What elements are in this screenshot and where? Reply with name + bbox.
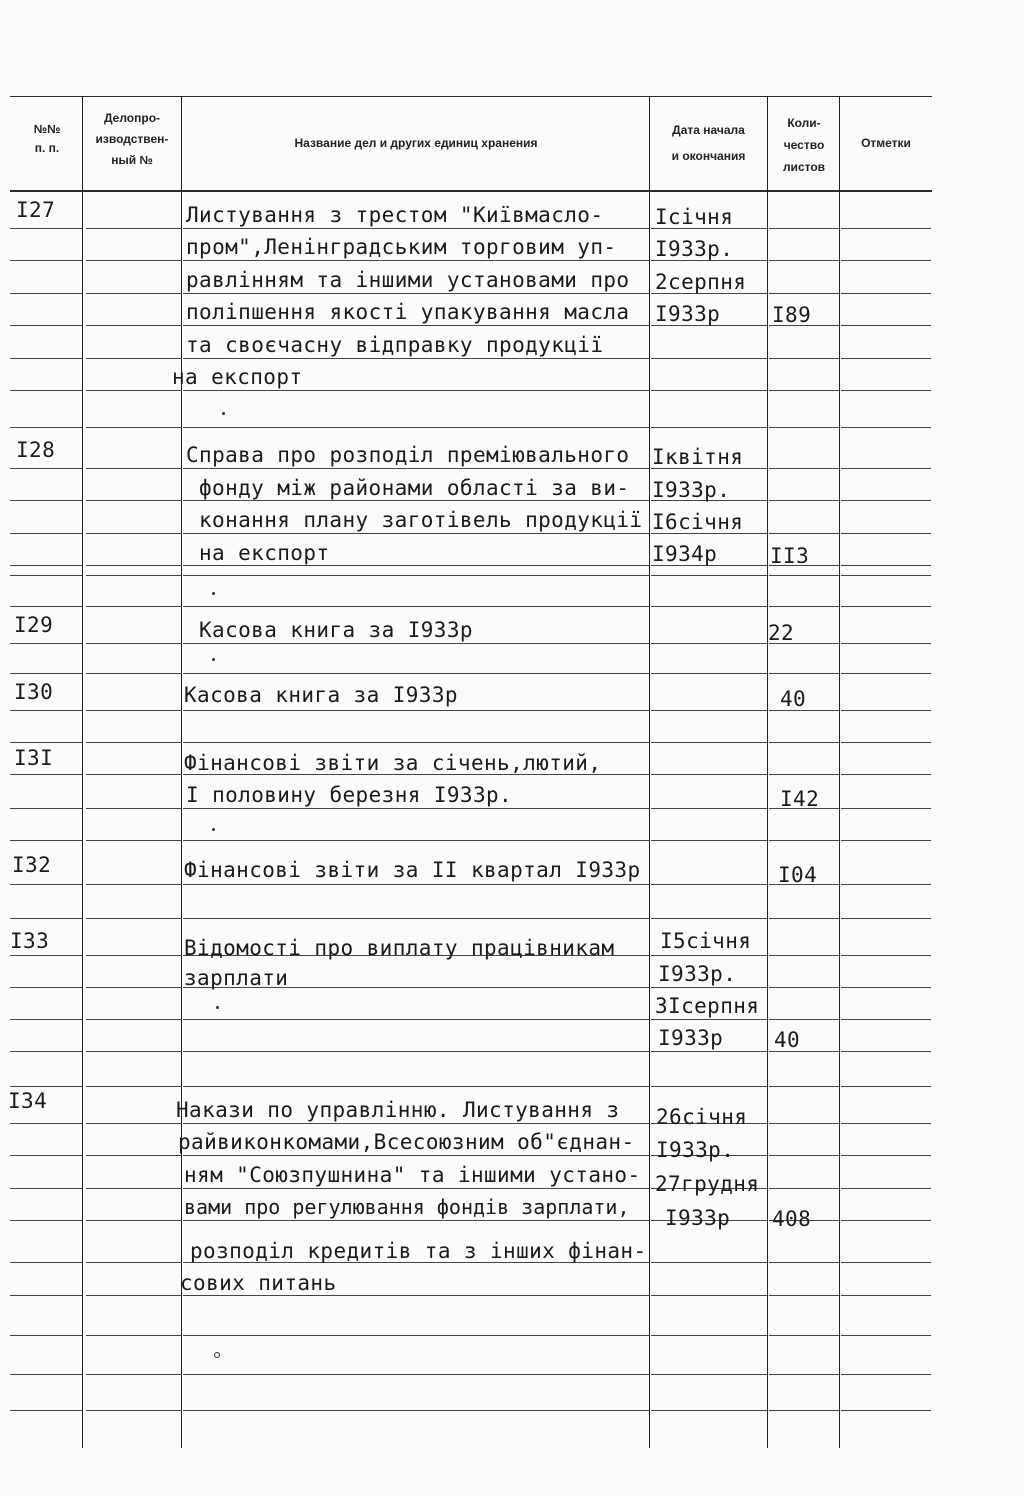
row-rule xyxy=(10,1410,82,1411)
row-rule xyxy=(86,884,181,885)
entry-sheet-count: 22 xyxy=(768,621,795,645)
row-rule xyxy=(10,840,82,841)
row-rule xyxy=(10,293,82,294)
row-rule xyxy=(183,643,649,644)
header-col-title xyxy=(184,134,648,153)
row-rule xyxy=(841,1051,931,1052)
row-rule xyxy=(10,228,82,229)
scan-speck xyxy=(212,658,215,661)
header-col-number-line: №№ xyxy=(33,122,61,136)
entry-title-line: фонду між районами області за ви- xyxy=(199,476,630,500)
row-rule xyxy=(769,260,839,261)
row-rule xyxy=(10,1374,82,1375)
row-rule xyxy=(841,358,931,359)
row-rule xyxy=(841,606,931,607)
entry-title-line: Касова книга за I933р xyxy=(199,618,473,642)
row-rule xyxy=(769,1410,839,1411)
row-rule xyxy=(10,710,82,711)
row-rule xyxy=(769,358,839,359)
entry-number: I27 xyxy=(16,198,56,222)
row-rule xyxy=(86,606,181,607)
header-col-sheets-line: чество xyxy=(783,138,825,153)
row-rule xyxy=(841,500,931,501)
row-rule xyxy=(183,1019,649,1020)
row-rule xyxy=(10,325,82,326)
entry-number: I33 xyxy=(10,929,50,953)
entry-date-line: Iсічня xyxy=(655,205,734,229)
entry-number: I3I xyxy=(14,746,54,770)
entry-title-line: зарплати xyxy=(184,966,289,990)
entry-date-line: I933р. xyxy=(656,1138,735,1162)
row-rule xyxy=(841,987,931,988)
entry-title-line: Відомості про виплату працівникам xyxy=(184,936,615,960)
row-rule xyxy=(769,840,839,841)
header-col-proc-line: изводствен- xyxy=(95,132,169,146)
row-rule xyxy=(769,390,839,391)
header-col-sheets-line: листов xyxy=(782,160,826,175)
entry-sheet-count: 40 xyxy=(780,687,807,711)
row-rule xyxy=(841,918,931,919)
row-rule xyxy=(183,808,649,809)
row-rule xyxy=(769,1374,839,1375)
row-rule xyxy=(10,427,82,428)
row-rule xyxy=(86,774,181,775)
header-col-sheets-line: Коли- xyxy=(787,116,821,130)
row-rule xyxy=(86,427,181,428)
entry-title-line: на експорт xyxy=(199,541,330,565)
entry-date-line: 27грудня xyxy=(655,1172,760,1196)
row-rule xyxy=(841,260,931,261)
row-rule xyxy=(841,468,931,469)
row-rule xyxy=(651,643,767,644)
row-rule xyxy=(86,228,181,229)
header-top-rule xyxy=(10,96,932,97)
row-rule xyxy=(651,575,767,576)
row-rule xyxy=(10,1295,82,1296)
row-rule xyxy=(183,325,649,326)
row-rule xyxy=(183,228,649,229)
row-rule xyxy=(10,884,82,885)
row-rule xyxy=(841,1188,931,1189)
scan-speck xyxy=(212,828,215,831)
row-rule xyxy=(841,884,931,885)
scan-speck xyxy=(214,1352,220,1358)
row-rule xyxy=(651,884,767,885)
entry-number: I29 xyxy=(14,613,54,637)
row-rule xyxy=(769,673,839,674)
row-rule xyxy=(86,1123,181,1124)
row-rule xyxy=(86,840,181,841)
row-rule xyxy=(769,500,839,501)
entry-sheet-count: 40 xyxy=(774,1028,801,1052)
row-rule xyxy=(86,918,181,919)
row-rule xyxy=(651,774,767,775)
row-rule xyxy=(10,742,82,743)
scan-speck xyxy=(212,592,215,595)
row-rule xyxy=(86,955,181,956)
row-rule xyxy=(841,427,931,428)
row-rule xyxy=(841,228,931,229)
row-rule xyxy=(841,1410,931,1411)
row-rule xyxy=(10,500,82,501)
entry-title-line: поліпшення якості упакування масла xyxy=(186,300,630,324)
entry-date-line: 2серпня xyxy=(655,270,747,294)
row-rule xyxy=(183,840,649,841)
row-rule xyxy=(651,427,767,428)
row-rule xyxy=(10,1262,82,1263)
row-rule xyxy=(86,575,181,576)
entry-title-line: Справа про розподіл преміювального xyxy=(186,443,630,467)
row-rule xyxy=(841,565,931,566)
row-rule xyxy=(86,500,181,501)
row-rule xyxy=(86,710,181,711)
entry-date-line: I933р xyxy=(658,1026,724,1050)
row-rule xyxy=(841,1335,931,1336)
header-col-notes xyxy=(842,134,930,153)
row-rule xyxy=(769,468,839,469)
entry-title-line: вами про регулювання фондів зарплати, xyxy=(184,1195,630,1219)
row-rule xyxy=(769,606,839,607)
header-col-number-line: п. п. xyxy=(34,140,60,155)
row-rule xyxy=(769,774,839,775)
row-rule xyxy=(86,673,181,674)
entry-title-line: Фінансові звіти за січень,лютий, xyxy=(184,751,602,775)
row-rule xyxy=(183,468,649,469)
row-rule xyxy=(10,358,82,359)
header-col-dates xyxy=(651,120,766,170)
row-rule xyxy=(86,1374,181,1375)
row-rule xyxy=(841,1086,931,1087)
row-rule xyxy=(183,710,649,711)
row-rule xyxy=(86,987,181,988)
row-rule xyxy=(10,390,82,391)
row-rule xyxy=(86,293,181,294)
entry-number: I28 xyxy=(16,438,56,462)
row-rule xyxy=(841,1220,931,1221)
row-rule xyxy=(769,1086,839,1087)
row-rule xyxy=(10,565,82,566)
entry-sheet-count: I42 xyxy=(780,787,820,811)
row-rule xyxy=(651,1262,767,1263)
row-rule xyxy=(651,1374,767,1375)
header-col-proc-line: ный № xyxy=(111,153,153,167)
row-rule xyxy=(769,955,839,956)
entry-title-line: ням "Союзпушнина" та іншими устано- xyxy=(184,1163,641,1187)
row-rule xyxy=(841,533,931,534)
row-rule xyxy=(769,1155,839,1156)
row-rule xyxy=(10,1335,82,1336)
row-rule xyxy=(769,742,839,743)
row-rule xyxy=(841,808,931,809)
row-rule xyxy=(651,1295,767,1296)
row-rule xyxy=(769,918,839,919)
row-rule xyxy=(183,1220,649,1221)
row-rule xyxy=(841,325,931,326)
row-rule xyxy=(86,808,181,809)
header-col-sheets xyxy=(769,112,839,179)
entry-title-line: I половину березня I933р. xyxy=(186,783,513,807)
row-rule xyxy=(183,260,649,261)
row-rule xyxy=(86,358,181,359)
entry-date-line: Iквітня xyxy=(652,445,744,469)
row-rule xyxy=(183,673,649,674)
row-rule xyxy=(10,918,82,919)
row-rule xyxy=(841,293,931,294)
column-divider xyxy=(181,96,182,1448)
row-rule xyxy=(183,1374,649,1375)
row-rule xyxy=(183,606,649,607)
row-rule xyxy=(10,533,82,534)
row-rule xyxy=(86,325,181,326)
row-rule xyxy=(10,606,82,607)
header-bottom-rule xyxy=(10,190,932,192)
row-rule xyxy=(651,606,767,607)
entry-title-line: райвиконкомами,Всесоюзним об"єднан- xyxy=(178,1130,635,1154)
row-rule xyxy=(651,390,767,391)
row-rule xyxy=(183,575,649,576)
row-rule xyxy=(841,575,931,576)
entry-number: I30 xyxy=(14,680,54,704)
row-rule xyxy=(769,1262,839,1263)
entry-date-line: I933р. xyxy=(652,478,731,502)
entry-sheet-count: I89 xyxy=(772,303,812,327)
row-rule xyxy=(86,468,181,469)
row-rule xyxy=(769,1019,839,1020)
row-rule xyxy=(651,1019,767,1020)
row-rule xyxy=(841,840,931,841)
row-rule xyxy=(651,955,767,956)
header-col-proc-line: Делопро- xyxy=(103,111,161,125)
row-rule xyxy=(651,918,767,919)
row-rule xyxy=(183,533,649,534)
row-rule xyxy=(769,533,839,534)
row-rule xyxy=(841,955,931,956)
row-rule xyxy=(183,918,649,919)
column-divider xyxy=(767,96,768,1448)
row-rule xyxy=(10,260,82,261)
entry-number: I32 xyxy=(12,853,52,877)
header-col-dates-line: и окончания xyxy=(671,148,746,163)
row-rule xyxy=(183,1086,649,1087)
row-rule xyxy=(86,742,181,743)
row-rule xyxy=(86,1155,181,1156)
entry-title-line: розподіл кредитів та з інших фінан- xyxy=(190,1239,647,1263)
row-rule xyxy=(183,390,649,391)
header-col-dates-line: Дата начала xyxy=(672,123,745,137)
entry-date-line: I934р xyxy=(652,542,718,566)
row-rule xyxy=(769,987,839,988)
scan-speck xyxy=(216,1006,219,1009)
row-rule xyxy=(769,1188,839,1189)
row-rule xyxy=(10,1188,82,1189)
row-rule xyxy=(841,742,931,743)
row-rule xyxy=(769,1295,839,1296)
row-rule xyxy=(86,260,181,261)
row-rule xyxy=(86,1051,181,1052)
row-rule xyxy=(841,1123,931,1124)
column-divider xyxy=(82,96,83,1448)
entry-date-line: I933р. xyxy=(655,237,734,261)
entry-sheet-count: II3 xyxy=(770,544,810,568)
row-rule xyxy=(86,1019,181,1020)
row-rule xyxy=(841,643,931,644)
entry-title-line: конання плану заготівель продукції xyxy=(199,508,643,532)
row-rule xyxy=(10,808,82,809)
row-rule xyxy=(10,1155,82,1156)
entry-title-line: сових питань xyxy=(180,1271,337,1295)
header-col-title-text: Название дел и других единиц хранения xyxy=(294,136,538,150)
row-rule xyxy=(651,673,767,674)
row-rule xyxy=(651,710,767,711)
row-rule xyxy=(10,673,82,674)
row-rule xyxy=(769,427,839,428)
row-rule xyxy=(769,575,839,576)
row-rule xyxy=(651,1051,767,1052)
row-rule xyxy=(651,1335,767,1336)
entry-date-line: I933р. xyxy=(658,962,737,986)
row-rule xyxy=(10,1123,82,1124)
row-rule xyxy=(86,1335,181,1336)
row-rule xyxy=(86,1086,181,1087)
row-rule xyxy=(10,643,82,644)
row-rule xyxy=(841,1019,931,1020)
row-rule xyxy=(86,1262,181,1263)
entry-date-line: I933р xyxy=(665,1206,731,1230)
row-rule xyxy=(769,293,839,294)
row-rule xyxy=(183,1335,649,1336)
row-rule xyxy=(841,1374,931,1375)
row-rule xyxy=(10,774,82,775)
entry-sheet-count: 408 xyxy=(772,1207,812,1231)
entry-title-line: на експорт xyxy=(172,365,303,389)
entry-sheet-count: I04 xyxy=(778,863,818,887)
row-rule xyxy=(183,1155,649,1156)
row-rule xyxy=(86,533,181,534)
entry-title-line: Касова книга за I933р xyxy=(184,683,458,707)
row-rule xyxy=(10,468,82,469)
column-divider xyxy=(649,96,650,1448)
row-rule xyxy=(841,1295,931,1296)
row-rule xyxy=(651,742,767,743)
row-rule xyxy=(183,1051,649,1052)
entry-title-line: та своєчасну відправку продукції xyxy=(186,333,604,357)
header-col-proc-number xyxy=(84,108,180,171)
row-rule xyxy=(86,565,181,566)
entry-date-line: I6січня xyxy=(652,510,744,534)
row-rule xyxy=(841,710,931,711)
entry-date-line: I5січня xyxy=(660,929,752,953)
row-rule xyxy=(86,1410,181,1411)
row-rule xyxy=(10,575,82,576)
row-rule xyxy=(10,987,82,988)
entry-title-line: Листування з трестом "Київмасло- xyxy=(186,203,604,227)
entry-title-line: пром",Ленінградським торговим уп- xyxy=(186,235,617,259)
row-rule xyxy=(183,742,649,743)
entry-number: I34 xyxy=(8,1089,48,1113)
row-rule xyxy=(769,228,839,229)
row-rule xyxy=(86,643,181,644)
entry-date-line: I933р xyxy=(655,302,721,326)
scan-speck xyxy=(222,412,225,415)
row-rule xyxy=(183,358,649,359)
row-rule xyxy=(183,1188,649,1189)
row-rule xyxy=(651,840,767,841)
row-rule xyxy=(183,427,649,428)
header-col-notes-text: Отметки xyxy=(861,136,911,150)
row-rule xyxy=(183,1410,649,1411)
row-rule xyxy=(841,390,931,391)
row-rule xyxy=(183,293,649,294)
entry-date-line: 26січня xyxy=(656,1105,748,1129)
column-divider xyxy=(839,96,840,1448)
entry-date-line: 3Iсерпня xyxy=(655,994,760,1018)
entry-title-line: Фінансові звіти за II квартал I933р xyxy=(184,858,641,882)
entry-title-line: Накази по управлінню. Листування з xyxy=(176,1098,620,1122)
row-rule xyxy=(651,1410,767,1411)
row-rule xyxy=(841,1262,931,1263)
row-rule xyxy=(651,808,767,809)
row-rule xyxy=(651,358,767,359)
row-rule xyxy=(86,1295,181,1296)
row-rule xyxy=(841,774,931,775)
row-rule xyxy=(651,1086,767,1087)
entry-title-line: равлінням та іншими установами про xyxy=(186,268,630,292)
row-rule xyxy=(183,884,649,885)
row-rule xyxy=(86,1220,181,1221)
header-col-number xyxy=(14,120,80,157)
row-rule xyxy=(841,673,931,674)
row-rule xyxy=(10,1051,82,1052)
row-rule xyxy=(841,1155,931,1156)
row-rule xyxy=(769,1123,839,1124)
row-rule xyxy=(86,1188,181,1189)
row-rule xyxy=(10,1019,82,1020)
row-rule xyxy=(10,955,82,956)
row-rule xyxy=(10,1086,82,1087)
row-rule xyxy=(183,1123,649,1124)
row-rule xyxy=(769,1335,839,1336)
row-rule xyxy=(651,987,767,988)
row-rule xyxy=(10,1220,82,1221)
row-rule xyxy=(86,390,181,391)
